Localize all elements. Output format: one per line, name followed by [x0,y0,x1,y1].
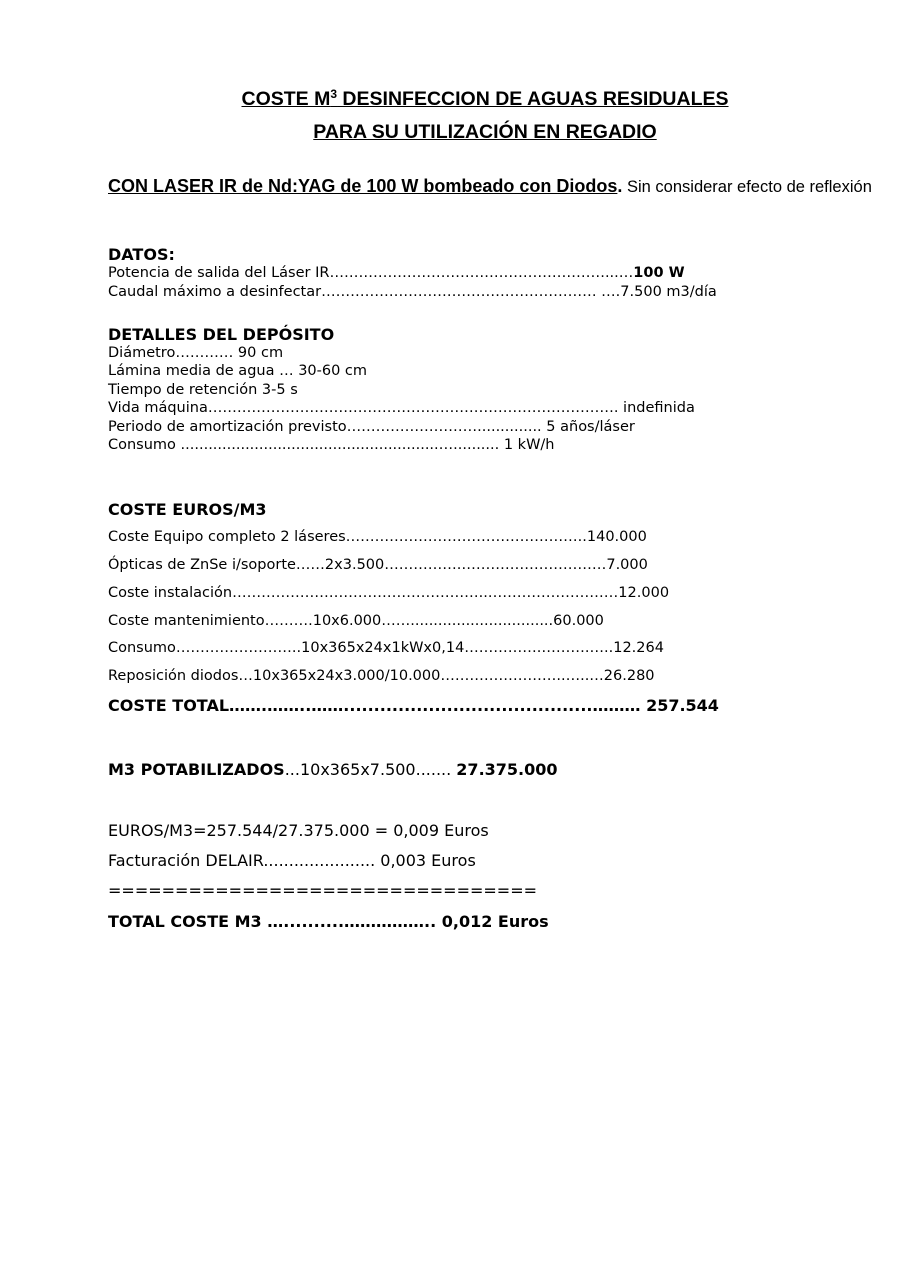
euros-per-m3: EUROS/M3=257.544/27.375.000 = 0,009 Euros [108,821,489,840]
m3-potabilizados [108,760,558,779]
coste-line: Consumo……………………..10x365x24x1kWx0,14…………….……….…..12.264 [108,640,664,656]
title-text-post: DESINFECCION DE AGUAS RESIDUALES [337,88,729,110]
coste-line: Ópticas de ZnSe i/soporte……2x3.500…………….…………………………7.000 [108,557,648,573]
deposito-line: Vida máquina…………………………………………………………………………. indefinida [108,400,695,416]
coste-line: Coste instalación……………………………………………..………………………12.000 [108,585,670,601]
coste-total-value: 257.544 [646,696,719,715]
potencia-label: Potencia de salida del Láser IR…………………………………………………...… [108,265,634,281]
deposito-line: Consumo ........................................................….......... 1 kW/h [108,437,555,453]
potabilizados-label: M3 POTABILIZADOS [108,760,285,779]
coste-line: Coste Equipo completo 2 láseres…………………………………………..140.000 [108,529,647,545]
facturacion-delair: Facturación DELAIR...................... 0,003 Euros [108,851,476,870]
potabilizados-value: 27.375.000 [456,760,558,779]
deposito-line: Lámina media de agua … 30-60 cm [108,363,368,379]
coste-total-label: COSTE TOTAL…….……..…….........................................……… [108,696,647,715]
potencia-value: 100 W [633,265,685,281]
coste-line: Reposición diodos…10x365x24x3.000/10.000……………………..…..…26.280 [108,668,655,684]
subtitle-dot: . [617,176,623,196]
section-heading-deposito: DETALLES DEL DEPÓSITO [108,325,335,344]
potabilizados-calc: ...10x365x7.500....... [284,760,457,779]
separator-line: ================================ [108,881,537,900]
subtitle-laser-spec: CON LASER IR de Nd:YAG de 100 W bombeado con Diodos [108,176,618,196]
deposito-line: Periodo de amortización previsto……………………….............. 5 años/láser [108,419,635,435]
total-coste-m3: TOTAL COSTE M3 …..........…………….. 0,012 Euros [108,912,549,931]
document-title-line-2: PARA SU UTILIZACIÓN EN REGADIO [313,121,657,143]
title-superscript: 3 [330,87,338,101]
datos-potencia [108,265,685,281]
document-title-line-1 [0,88,906,111]
deposito-line: Diámetro………… 90 cm [108,345,284,361]
section-heading-coste: COSTE EUROS/M3 [108,500,267,519]
subtitle-note: Sin considerar efecto de reflexión [622,178,872,196]
title-text-pre: COSTE M [241,88,331,110]
datos-caudal: Caudal máximo a desinfectar………………………………………………… ….7.500 m3/día [108,284,717,300]
coste-total [108,696,719,715]
section-heading-datos: DATOS: [108,245,175,264]
subtitle [108,175,878,199]
coste-line: Coste mantenimiento……….10x6.000……...............................60.000 [108,613,604,629]
deposito-line: Tiempo de retención 3-5 s [108,382,298,398]
